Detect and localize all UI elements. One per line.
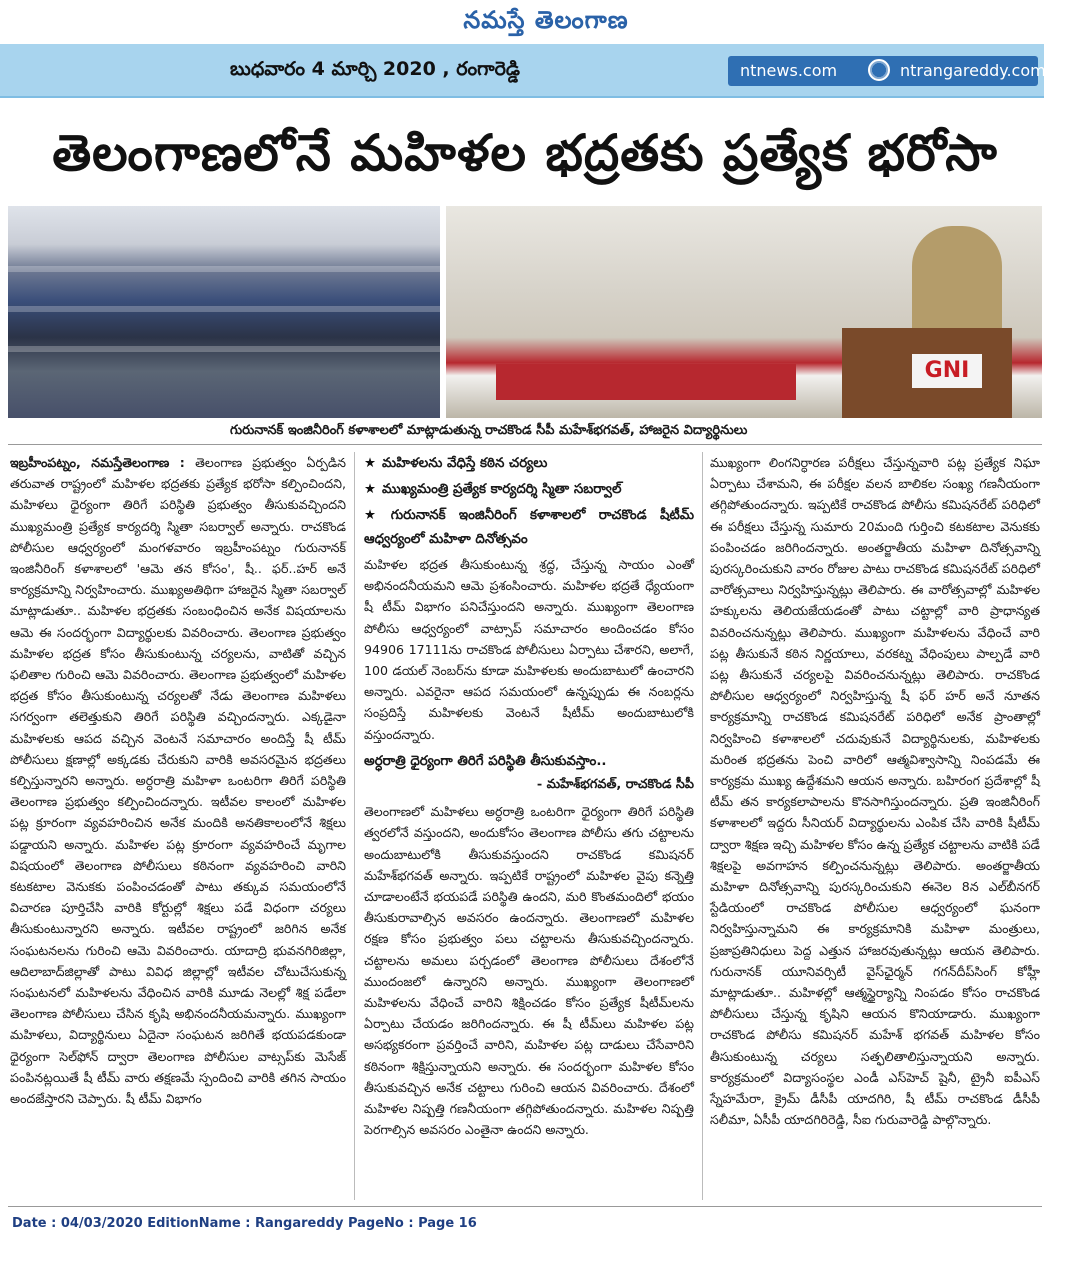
highlight-bullet — [364, 504, 694, 552]
article-paragraph: ముఖ్యంగా లింగనిర్ధారణ పరీక్షలు చేస్తున్నవారి పట్ల ప్రత్యేక నిఘా ఏర్పాటు చేశామని, ఈ పరీక్షల వలన బాలికల సంఖ్య గణనీయంగా తగ్గిపోతుందన్నారు. ఇప్పటికే రాచకొండ పోలీసు కమిషనరేట్ పరిధిలో ఈ పరీక్షలు చేస్తున్న సుమారు 20మంది గుర్తించి కటకటాల వెనుకకు పంపించడం జరిగిందన్నారు. అంతర్జాతీయ మహిళా దినోత్సవాన్ని పురస్కరించుకుని వారం రోజుల పాటు రాచకొండ కమిషనరేట్ పరిధిలో వారోత్సవాలు నిర్వహిస్తున్నట్లు తెలిపారు. ఈ వారోత్సవాల్లో మహిళల హక్కులను తెలియజేయడంతో పాటు చట్టాల్లో వారి ప్రాధాన్యత వివరించనున్నట్లు తెలిపారు. ముఖ్యంగా మహిళలను వేధించే వారి పట్ల తీసుకునే కఠిన నిర్ణయాలు, వరకట్న వేధింపులు పాల్పడే వారి పట్ల తీసుకునే చర్యలపై వివరించనున్నట్లు తెలిపారు. రాచకొండ పోలీసుల ఆధ్వర్యంలో నిర్వహిస్తున్న షీ ఫర్ హర్ అనే నూతన కార్యక్రమాన్ని రాచకొండ కమిషనరేట్ పరిధిలో అనేక ప్రాంతాల్లో నిర్వహించి కళాశాలలో చదువుకునే విద్యార్థినులకు, మహిళలకు మరింత భద్రతను పెంచి వారిలో ఆత్మవిశ్వాసాన్ని నింపడమే ఈ కార్యక్రమ ముఖ్య ఉద్దేశమని ఆయన అన్నారు. బహిరంగ ప్రదేశాల్లో షీ టీమ్ తన కార్యకలాపాలను కొనసాగిస్తుందన్నారు. ప్రతి ఇంజినీరింగ్ కళాశాలలో ఇద్దరు సీనియర్ విద్యార్థులను ఎంపిక చేసి వారికి షీటీమ్ ద్వారా శిక్షణ ఇచ్చి మహిళల కోసం ఉన్న ప్రత్యేక చట్టాలను వాటికి పడే శిక్షలపై అవగాహన కల్పించనున్నట్లు తెలిపారు. అంతర్జాతీయ మహిళా దినోత్సవాన్ని పురస్కరించుకుని ఈనెల 8న ఎల్‌బీనగర్ స్టేడియంలో రాచకొండ పోలీసుల ఆధ్వర్యంలో ఘనంగా నిర్వహిస్తున్నామని ఈ కార్యక్రమానికి మహిళా మంత్రులు, ప్రజాప్రతినిధులు పెద్ద ఎత్తున హాజరవుతున్నట్లు ఆయన తెలిపారు. గురునానక్ యూనివర్సిటీ వైస్‌ఛైర్మన్ గగన్‌దీప్‌సింగ్ కోహ్లీ మాట్లాడుతూ.. మహిళల్లో ఆత్మస్థైర్యాన్ని నింపడం కోసం రాచకొండ పోలీసులు చేస్తున్న కృషిని ఆయన కొనియాడారు. ముఖ్యంగా రాచకొండ పోలీసు కమిషనర్ మహేశ్ భగవత్ మహిళల కోసం తీసుకుంటున్న చర్యలు సత్ఫలితాలిస్తున్నాయని అన్నారు. కార్యక్రమంలో విద్యాసంస్థల ఎండీ ఎస్‌హెచ్ షైనీ, ట్రైనీ ఐపీఎస్ స్నేహమేరా, క్రైమ్ డీసీపీ యాదగిరి, షీ టీమ్ రాచకొండ డీసీపీ సలీమా, ఏసీపీ యాదగిరిరెడ్డి, సీఐ గురువారెడ్డి పాల్గొన్నారు. — [710, 455, 1040, 1128]
article-column-3 — [710, 452, 1040, 1131]
website-link-ntrangareddy[interactable]: ntrangareddy.com — [900, 61, 1046, 80]
subheading-quote: అర్ధరాత్రి ధైర్యంగా తిరిగే పరిస్థితి తీసుకువస్తాం.. — [364, 753, 607, 769]
photo-caption: గురునానక్ ఇంజినీరింగ్ కళాశాలలో మాట్లాడుతున్న రాచకొండ సీపీ మహేశ్‌భగవత్, హాజరైన విద్యార్థినులు — [230, 423, 748, 438]
masthead — [0, 0, 1092, 44]
article-paragraph: తెలంగాణలో మహిళలు అర్ధరాత్రి ఒంటరిగా ధైర్యంగా తిరిగే పరిస్థితి త్వరలోనే వస్తుందని, అందుకోసం తెలంగాణ పోలీసు తగు చట్టాలను అందుబాటులోకి తీసుకువస్తుందని రాచకొండ కమిషనర్ మహేశ్‌భగవత్ అన్నారు. ఇప్పటికే రాష్ట్రంలో మహిళల వైపు కన్నెత్తి చూడాలంటేనే భయపడే పరిస్థితి ఉందని, మరి కొంతమందిలో భయం తీసుకురావాల్సిన అవసరం ఉందన్నారు. తెలంగాణలో మహిళల రక్షణ కోసం ప్రభుత్వం పలు చట్టాలను తీసుకువచ్చిందన్నారు. చట్టాలను అమలు పర్చడంలో తెలంగాణ పోలీసులు దేశంలోనే ముందంజలో ఉన్నారని అన్నారు. ముఖ్యంగా తెలంగాణలో మహిళలను వేధించే వారిని శిక్షించడం కోసం ప్రత్యేక షీటీమ్‌లను ఏర్పాటు చేయడం జరిగిందన్నారు. ఈ షీ టీమ్‌లు మహిళల పట్ల అసభ్యకరంగా ప్రవర్తించే వారిని, మహిళల పట్ల దాడులు చేసేవారిని కఠినంగా శిక్షిస్తున్నాయని అన్నారు. ఈ సందర్భంగా మహిళల కోసం తీసుకువచ్చిన అనేక చట్టాలు గురించి ఆయన వివరించారు. దేశంలో మహిళల నిష్పత్తి గణనీయంగా తగ్గిపోతుందన్నారు. మహిళల నిష్పత్తి పెరగాల్సిన అవసరం ఎంతైనా ఉందని అన్నారు. — [364, 804, 694, 1138]
website-link-ntnews[interactable]: ntnews.com — [740, 61, 838, 80]
article-paragraph: మహిళల భద్రత తీసుకుంటున్న శ్రద్ధ, చేస్తున్న సాయం ఎంతో అభినందనీయమని ఆమె ప్రశంసించారు. మహిళల భద్రతే ధ్యేయంగా షీ టీమ్ విభాగం పనిచేస్తుందని అన్నారు. ముఖ్యంగా తెలంగాణ పోలీసు ఆధ్వర్యంలో వాట్సాప్ సమాచారం అందించడం కోసం 94906 17111ను రాచకొండ పోలీసులు ఏర్పాటు చేశారని, అలాగే, 100 డయల్ నెంబర్‌ను కూడా మహిళలకు అందుబాటులో ఉంచారని అన్నారు. ఎవరైనా ఆపద సమయంలో ఉన్నప్పుడు ఈ నంబర్లను సంప్రదిస్తే మహిళలకు వెంటనే షీటీమ్ అందుబాటులోకి వస్తుందన్నారు. — [364, 557, 694, 742]
star-icon: ★ — [364, 508, 385, 523]
audience-photo — [8, 206, 440, 418]
quote-attribution: - మహేశ్‌భగవత్, రాచకొండ సీపీ — [536, 777, 694, 793]
website-badge — [728, 56, 1046, 86]
dateline: బుధవారం 4 మార్చి 2020 , రంగారెడ్డి — [230, 58, 520, 80]
stage-table — [496, 364, 796, 400]
seat-row — [8, 306, 440, 312]
highlight-bullet — [364, 478, 694, 502]
dateline-band — [0, 44, 1044, 98]
seat-row — [8, 346, 440, 352]
highlight-text: ముఖ్యమంత్రి ప్రత్యేక కార్యదర్శి స్మితా సబర్వాల్ — [382, 482, 622, 497]
newspaper-logo: నమస్తే తెలంగాణ — [463, 5, 629, 34]
star-icon: ★ — [364, 456, 377, 471]
headline: తెలంగాణలోనే మహిళల భద్రతకు ప్రత్యేక భరోసా — [52, 123, 998, 182]
footer-divider — [8, 1206, 1042, 1207]
speaker-figure — [912, 226, 1002, 336]
article-paragraph — [10, 452, 346, 1109]
star-icon: ★ — [364, 482, 377, 497]
seat-row — [8, 266, 440, 272]
article-column-1 — [10, 452, 346, 1109]
article-lead: ఇబ్రహీంపట్నం, నమస్తేతెలంగాణ : — [10, 455, 196, 470]
edition-footer: Date : 04/03/2020 EditionName : Rangareddy PageNo : Page 16 — [12, 1216, 477, 1231]
highlight-text: గురునానక్ ఇంజినీరింగ్ కళాశాలలో రాచకొండ షీటీమ్ ఆధ్వర్యంలో మహిళా దినోత్సవం — [364, 508, 694, 547]
divider — [8, 444, 1042, 445]
column-divider — [702, 452, 703, 1200]
stage-photo — [446, 206, 1042, 418]
article-column-2 — [364, 452, 694, 1140]
globe-icon — [868, 59, 890, 81]
column-divider — [354, 452, 355, 1200]
highlight-bullet — [364, 452, 694, 476]
podium-logo: GNI — [912, 354, 982, 388]
article-text: తెలంగాణ ప్రభుత్వం ఏర్పడిన తరువాత రాష్ట్రంలో మహిళల భద్రతకు ప్రత్యేక భరోసా కల్పించిందని, మహిళలు ధైర్యంగా తిరిగే పరిస్థితి ప్రభుత్వం తీసుకువచ్చిందని ముఖ్యమంత్రి ప్రత్యేక కార్యదర్శి స్మితా సబర్వాల్ అన్నారు. రాచకొండ పోలీసుల ఆధ్వర్యంలో మంగళవారం ఇబ్రహీంపట్నం గురునానక్ ఇంజినీరింగ్ కళాశాలలో 'ఆమె తన కోసం', షీ.. ఫర్..హర్ అనే కార్యక్రమాన్ని నిర్వహించారు. ముఖ్యఅతిథిగా హాజరైన స్మితా సబర్వాల్ మాట్లాడుతూ.. మహిళల భద్రతకు సంబంధించిన అనేక విషయాలను ఆమె ఈ సందర్భంగా విద్యార్థులకు వివరించారు. తెలంగాణ ప్రభుత్వం మహిళల భద్రత కోసం తీసుకుంటున్న చర్యలను, వాటితో వచ్చిన ఫలితాల గురించి ఆమె వివరించారు. తెలంగాణ ప్రభుత్వంలో మహిళల భద్రత కోసం తీసుకుంటున్న చర్యలతో నేడు తెలంగాణ మహిళలు సగర్వంగా తలెత్తుకుని తిరిగే పరిస్థితి వచ్చిందన్నారు. ఎక్కడైనా మహిళలకు ఆపద వచ్చిన వెంటనే సమాచారం అందిస్తే షీ టీమ్ పోలీసులు క్షణాల్లో అక్కడకు చేరుకుని వారికి అవసరమైన భద్రతలు కల్పిస్తున్నారని అన్నారు. అర్ధరాత్రి మహిళా ఒంటరిగా తిరిగే పరిస్థితి తెలంగాణ ప్రభుత్వం కల్పించిందన్నారు. ఇటీవల కాలంలో మహిళల పట్ల క్రూరంగా వ్యవహరించిన అనేక మందికి అనతికాలంలోనే శిక్షలు పడ్డాయని అన్నారు. మహిళల పట్ల క్రూరంగా వ్యవహరించే మృగాల విషయంలో తెలంగాణ పోలీసులు కఠినంగా వ్యవహరించి వారిని కటకటాల వెనుకకు పంపించడంతో పాటు తక్కువ సమయంలోనే విచారణ పూర్తిచేసి వారికి కోర్టుల్లో శిక్షలు పడే విధంగా చర్యలు తీసుకుంటున్నారని అన్నారు. ఇటీవల రాష్ట్రంలో జరిగిన అనేక సంఘటనలను గురించి ఆమె వివరించారు. యాదాద్రి భువనగిరిజిల్లా, ఆదిలాబాద్‌జిల్లాతో పాటు వివిధ జిల్లాల్లో ఇటీవల చోటుచేసుకున్న సంఘటనలో మహిళలను వేధించిన వారికి మూడు నెలల్లో శిక్ష పడేలా తెలంగాణ పోలీసులు చేసిన కృషి అభినందనీయమన్నారు. ముఖ్యంగా మహిళలు, విద్యార్థినులు ఏదైనా సంఘటన జరిగితే భయపడకుండా ధైర్యంగా సెల్‌ఫోన్ ద్వారా తెలంగాణ పోలీసుల వాట్సప్‌కు మెసేజ్ పంపినట్లయితే షీ టీమ్ వారు తక్షణమే స్పందించి వారికి తగిన సాయం అందజేస్తారని చెప్పారు. షీ టీమ్ విభాగం — [10, 455, 346, 1107]
highlight-text: మహిళలను వేధిస్తే కఠిన చర్యలు — [382, 456, 548, 471]
